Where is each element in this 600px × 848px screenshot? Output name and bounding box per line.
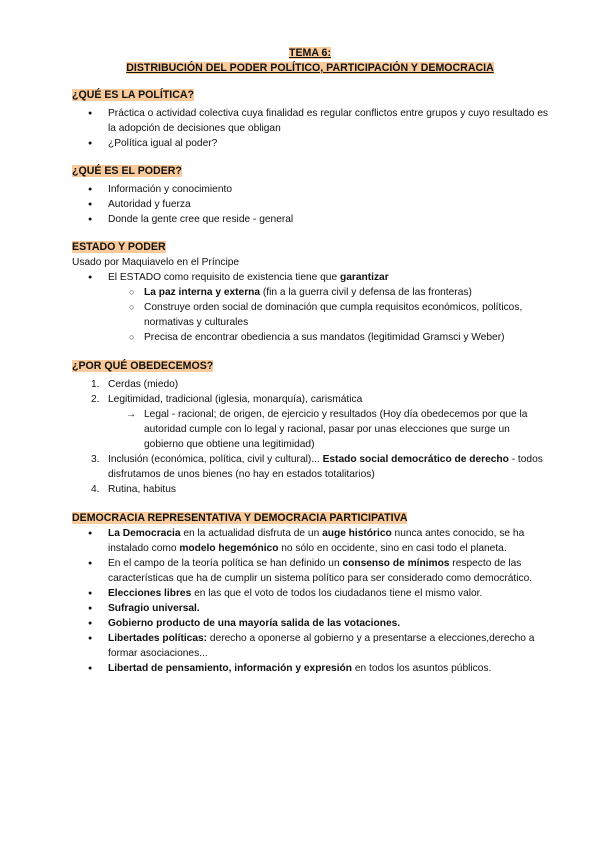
title-line-1: TEMA 6: xyxy=(289,47,331,59)
list-item: 4. Rutina, habitus xyxy=(91,484,176,495)
list-item: 2. Legitimidad, tradicional (iglesia, monarquía), carismática → Legal - racional; de origen, de ejercicio y resultados (Hoy día obedecemos por que la autoridad cumple con lo legal y racional, pasar por unas elecciones que surge un gobierno que obtiene una legitimidad) xyxy=(108,392,550,452)
list-item: ● Práctica o actividad colectiva cuya finalidad es regular conflictos entre grupos y cuyo resultado es la adopción de decisiones que obligan xyxy=(108,106,550,136)
sub-list-item: ○ Construye orden social de dominación que cumpla requisitos económicos, políticos, normativas y culturales xyxy=(144,300,550,330)
sub-list-item: ○ La paz interna y externa (fin a la guerra civil y defensa de las fronteras) xyxy=(144,285,550,300)
list-item: 1. Cerdas (miedo) xyxy=(91,379,179,390)
list-item: ● Información y conocimiento xyxy=(108,182,550,197)
estado-intro: Usado por Maquiavelo en el Príncipe xyxy=(72,257,240,268)
list-item: ● Sufragio universal. xyxy=(108,601,550,616)
list-item: ● En el campo de la teoría política se han definido un consenso de mínimos respecto de las características que ha de cumplir un sistema político para ser considerado como democrático. xyxy=(108,556,550,586)
heading-por-que-obedecemos: ¿POR QUÉ OBEDECEMOS? xyxy=(72,360,214,372)
list-item: ● ¿Política igual al poder? xyxy=(108,136,550,151)
list-item: 3. Inclusión (económica, política, civil y cultural)... Estado social democrático de derecho - todos disfrutamos de unos bienes (no hay en estados totalitarios) xyxy=(91,454,543,480)
sub-list-item: → Legal - racional; de origen, de ejercicio y resultados (Hoy día obedecemos por que la autoridad cumple con lo legal y racional, pasar por unas elecciones que surge un gobierno que obtiene una legitimidad) xyxy=(144,407,550,452)
list-item: ● Gobierno producto de una mayoría salida de las votaciones. xyxy=(108,616,550,631)
title-line-2: DISTRIBUCIÓN DEL PODER POLÍTICO, PARTICIPACIÓN Y DEMOCRACIA xyxy=(126,62,494,74)
list-item: ● Libertades políticas: derecho a oponerse al gobierno y a presentarse a elecciones,derecho a formar asociaciones... xyxy=(108,631,550,661)
document-title xyxy=(60,46,560,76)
list-item: ● Libertad de pensamiento, información y expresión en todos los asuntos públicos. xyxy=(108,661,550,676)
heading-que-es-la-politica: ¿QUÉ ES LA POLÍTICA? xyxy=(72,89,195,101)
legitimidad-sublist xyxy=(108,407,550,452)
list-item: ● Autoridad y fuerza xyxy=(108,197,550,212)
list-item: ● La Democracia en la actualidad disfruta de un auge histórico nunca antes conocido, se ha instalado como modelo hegemónico no sólo en occidente, sino en casi todo el planeta. xyxy=(108,526,550,556)
sub-list-item: ○ Precisa de encontrar obediencia a sus mandatos (legitimidad Gramsci y Weber) xyxy=(144,330,550,345)
estado-sublist xyxy=(108,285,550,345)
list-item: ● Donde la gente cree que reside - general xyxy=(108,212,550,227)
obedecemos-list xyxy=(72,377,550,497)
list-item: ● Elecciones libres en las que el voto de todos los ciudadanos tiene el mismo valor. xyxy=(108,586,550,601)
poder-list xyxy=(72,182,550,227)
estado-list xyxy=(72,270,550,345)
heading-democracia: DEMOCRACIA REPRESENTATIVA Y DEMOCRACIA PARTICIPATIVA xyxy=(72,512,408,524)
list-item: ● El ESTADO como requisito de existencia tiene que garantizar ○ La paz interna y externa (fin a la guerra civil y defensa de las fronteras) ○ Construye orden social de dominación que cumpla requisitos económicos, políticos, normativas y culturales ○ Precisa de encontrar obediencia a sus mandatos (legitimidad Gramsci y Weber) xyxy=(108,270,550,345)
heading-estado-y-poder: ESTADO Y PODER xyxy=(72,241,166,253)
heading-que-es-el-poder: ¿QUÉ ES EL PODER? xyxy=(72,165,182,177)
politica-list xyxy=(72,106,550,151)
democracia-list xyxy=(72,526,550,676)
